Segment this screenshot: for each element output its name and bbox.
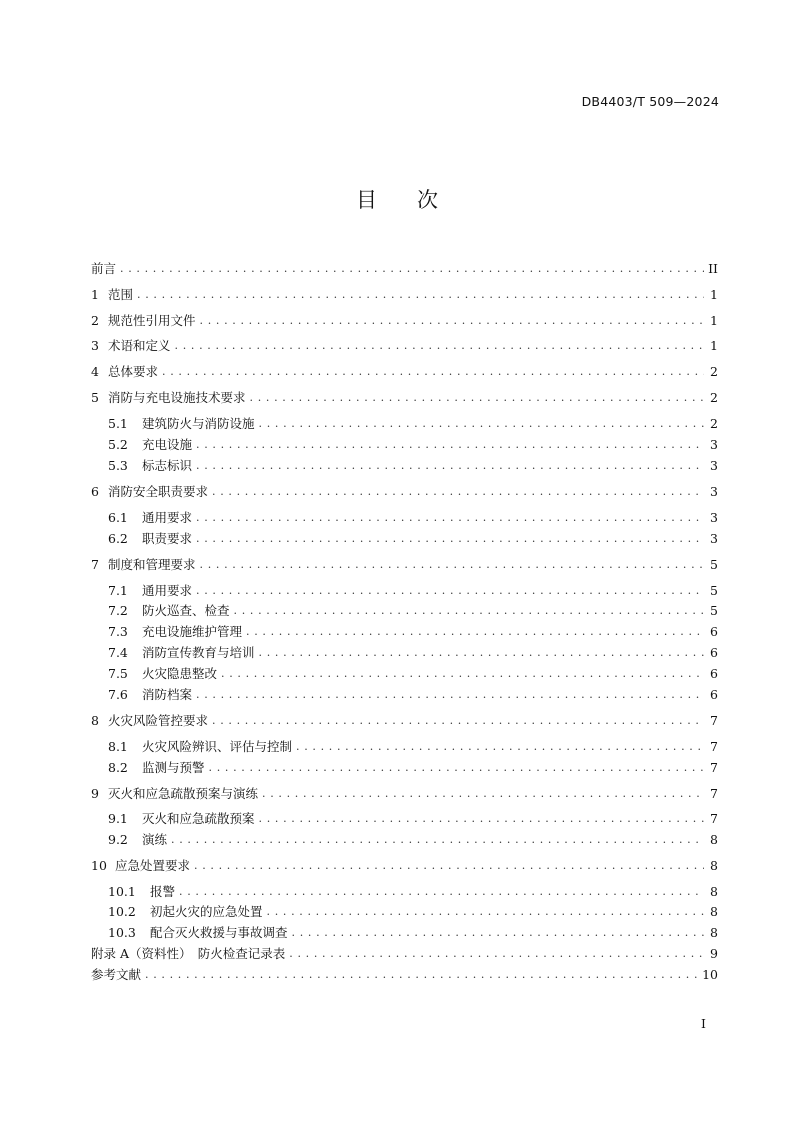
toc-entry-title: 通用要求 [142, 510, 193, 525]
toc-entry-page: 6 [710, 687, 718, 702]
toc-entry-title: 前言 [91, 261, 117, 276]
toc-entry-number: 7 [91, 557, 99, 572]
toc-entry-page: 7 [710, 811, 718, 826]
toc-entry-title: 标志标识 [142, 458, 193, 473]
toc-entry-page: 3 [710, 458, 718, 473]
toc-entry[interactable] [91, 831, 718, 849]
toc-entry-number: 5.1 [108, 416, 128, 431]
dot-leader [196, 582, 704, 600]
toc-entry-number: 8 [91, 713, 99, 728]
toc-entry-title: 火灾风险管控要求 [108, 713, 209, 728]
toc-entry-number: 8.1 [108, 739, 128, 754]
toc-entry[interactable] [91, 582, 718, 600]
dot-leader [196, 457, 704, 475]
toc-entry-title: 附录 A（资料性） 防火检查记录表 [91, 946, 286, 961]
toc-entry-title: 范围 [108, 287, 134, 302]
toc-entry-page: 3 [710, 437, 718, 452]
toc-entry-title: 演练 [142, 832, 168, 847]
toc-entry-page: 1 [710, 313, 718, 328]
page-title-part1: 目 [356, 188, 377, 212]
dot-leader [196, 530, 704, 548]
toc-entry-number: 7.4 [108, 645, 128, 660]
page-title [0, 184, 794, 214]
dot-leader [209, 759, 704, 777]
toc-entry-page: 8 [710, 884, 718, 899]
toc-entry[interactable] [91, 810, 718, 828]
dot-leader [292, 924, 704, 942]
toc-entry-number: 5 [91, 390, 99, 405]
toc-entry-page: 8 [710, 904, 718, 919]
toc-entry[interactable] [91, 665, 718, 683]
dot-leader [175, 337, 704, 355]
toc-entry-number: 10 [91, 858, 107, 873]
toc-entry[interactable] [91, 924, 718, 942]
dot-leader [194, 857, 704, 875]
toc-entry-title: 配合灭火救援与事故调查 [150, 925, 288, 940]
toc-entry-title: 规范性引用文件 [108, 313, 196, 328]
toc-entry-page: 2 [710, 364, 718, 379]
dot-leader [171, 831, 704, 849]
dot-leader [246, 623, 704, 641]
toc-entry-title: 总体要求 [108, 364, 159, 379]
toc-entry-number: 10.1 [108, 884, 136, 899]
document-code: DB4403/T 509—2024 [581, 94, 719, 109]
toc-entry[interactable] [91, 602, 718, 620]
toc-entry-page: 5 [710, 603, 718, 618]
dot-leader [145, 966, 698, 984]
toc-entry-number: 6.1 [108, 510, 128, 525]
toc-entry-number: 9.2 [108, 832, 128, 847]
toc-entry-number: 7.6 [108, 687, 128, 702]
toc-entry-title: 消防宣传教育与培训 [142, 645, 255, 660]
toc-entry-number: 9 [91, 786, 99, 801]
toc-entry[interactable] [91, 337, 718, 355]
toc-entry-page: 1 [710, 287, 718, 302]
toc-entry-page: 2 [710, 390, 718, 405]
dot-leader [221, 665, 704, 683]
toc-entry-title: 灭火和应急疏散预案 [142, 811, 255, 826]
toc-entry[interactable] [91, 556, 718, 574]
toc-entry-number: 4 [91, 364, 99, 379]
dot-leader [259, 415, 704, 433]
toc-entry-title: 充电设施维护管理 [142, 624, 243, 639]
toc-entry[interactable] [91, 785, 718, 803]
toc-entry-page: 6 [710, 645, 718, 660]
dot-leader [179, 883, 704, 901]
toc-entry-title: 建筑防火与消防设施 [142, 416, 255, 431]
toc-entry-title: 初起火灾的应急处置 [150, 904, 263, 919]
toc-entry-page: 2 [710, 416, 718, 431]
dot-leader [289, 945, 704, 963]
toc-entry-page: 10 [702, 967, 718, 982]
toc-entry-title: 职责要求 [142, 531, 193, 546]
toc-entry-title: 火灾隐患整改 [142, 666, 218, 681]
toc-entry-page: II [708, 261, 718, 276]
dot-leader [200, 556, 704, 574]
dot-leader [259, 644, 704, 662]
dot-leader [234, 602, 704, 620]
toc-entry-page: 8 [710, 832, 718, 847]
toc-entry-number: 7.2 [108, 603, 128, 618]
toc-entry[interactable] [91, 436, 718, 454]
toc-entry[interactable] [91, 457, 718, 475]
toc-entry-page: 7 [710, 739, 718, 754]
toc-entry-page: 7 [710, 713, 718, 728]
toc-entry[interactable] [91, 286, 718, 304]
toc-entry-page: 7 [710, 760, 718, 775]
toc-entry[interactable] [91, 623, 718, 641]
dot-leader [250, 389, 704, 407]
toc-entry-title: 报警 [150, 884, 176, 899]
toc-entry-page: 5 [710, 583, 718, 598]
toc-entry[interactable] [91, 363, 718, 381]
toc-entry-page: 6 [710, 624, 718, 639]
toc-entry[interactable] [91, 389, 718, 407]
toc-entry-title: 通用要求 [142, 583, 193, 598]
page-title-part2: 次 [417, 188, 438, 212]
toc-entry-number: 5.2 [108, 437, 128, 452]
toc-entry[interactable] [91, 857, 718, 875]
toc-entry-page: 9 [710, 946, 718, 961]
toc-entry[interactable] [91, 903, 718, 921]
toc-entry[interactable] [91, 738, 718, 756]
toc-entry-number: 8.2 [108, 760, 128, 775]
dot-leader [200, 312, 704, 330]
toc-entry-title: 参考文献 [91, 967, 142, 982]
toc-entry[interactable] [91, 759, 718, 777]
toc-entry-number: 5.3 [108, 458, 128, 473]
toc-entry-page: 7 [710, 786, 718, 801]
toc-entry-title: 火灾风险辨识、评估与控制 [142, 739, 293, 754]
page-number: I [701, 1016, 706, 1031]
toc-entry-page: 6 [710, 666, 718, 681]
toc-entry-number: 6 [91, 484, 99, 499]
toc-entry-title: 防火巡查、检查 [142, 603, 230, 618]
toc-entry[interactable] [91, 966, 718, 984]
toc-entry[interactable] [91, 483, 718, 501]
dot-leader [259, 810, 704, 828]
toc-entry-page: 1 [710, 338, 718, 353]
dot-leader [196, 436, 704, 454]
dot-leader [137, 286, 704, 304]
dot-leader [196, 509, 704, 527]
toc-entry[interactable] [91, 530, 718, 548]
toc-entry[interactable] [91, 945, 718, 963]
toc-entry-number: 9.1 [108, 811, 128, 826]
toc-entry[interactable] [91, 312, 718, 330]
toc-entry[interactable] [91, 509, 718, 527]
toc-entry-number: 6.2 [108, 531, 128, 546]
toc-entry[interactable] [91, 644, 718, 662]
toc-entry-title: 消防与充电设施技术要求 [108, 390, 246, 405]
toc-entry-title: 充电设施 [142, 437, 193, 452]
dot-leader [212, 483, 704, 501]
toc-entry-title: 术语和定义 [108, 338, 171, 353]
toc-entry-title: 制度和管理要求 [108, 557, 196, 572]
toc-entry-title: 消防档案 [142, 687, 193, 702]
toc-entry-page: 3 [710, 484, 718, 499]
toc-entry[interactable] [91, 883, 718, 901]
toc-entry-number: 7.5 [108, 666, 128, 681]
toc-entry-title: 消防安全职责要求 [108, 484, 209, 499]
toc-entry-number: 3 [91, 338, 99, 353]
toc-entry-page: 3 [710, 510, 718, 525]
toc-entry-title: 监测与预警 [142, 760, 205, 775]
toc-entry-title: 灭火和应急疏散预案与演练 [108, 786, 259, 801]
toc-entry-number: 7.3 [108, 624, 128, 639]
dot-leader [196, 686, 704, 704]
dot-leader [296, 738, 704, 756]
toc-entry-number: 7.1 [108, 583, 128, 598]
toc-entry-title: 应急处置要求 [115, 858, 191, 873]
toc-entry-number: 10.2 [108, 904, 136, 919]
toc-entry-number: 2 [91, 313, 99, 328]
toc-entry-number: 10.3 [108, 925, 136, 940]
toc-entry-page: 8 [710, 858, 718, 873]
dot-leader [212, 712, 704, 730]
dot-leader [120, 260, 704, 278]
dot-leader [267, 903, 704, 921]
toc-entry-page: 3 [710, 531, 718, 546]
dot-leader [162, 363, 704, 381]
toc-entry-page: 8 [710, 925, 718, 940]
toc-entry[interactable] [91, 260, 718, 278]
toc-entry[interactable] [91, 712, 718, 730]
dot-leader [262, 785, 704, 803]
toc-entry-number: 1 [91, 287, 99, 302]
toc-entry[interactable] [91, 686, 718, 704]
toc-entry-page: 5 [710, 557, 718, 572]
toc-entry[interactable] [91, 415, 718, 433]
